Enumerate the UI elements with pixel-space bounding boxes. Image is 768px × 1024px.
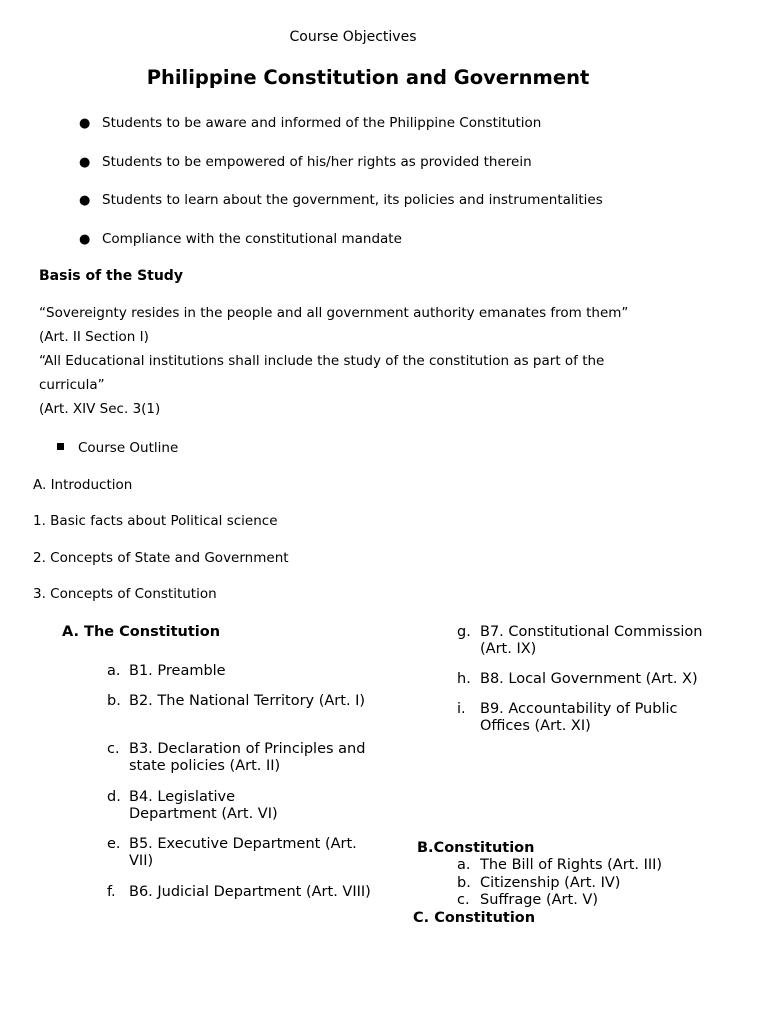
section-b-item: b. Citizenship (Art. IV) (457, 875, 621, 891)
basis-line: “Sovereignty resides in the people and all government authority emanates from them” (39, 305, 629, 321)
section-b-heading: B.Constitution (417, 840, 535, 856)
section-a-item: i. B9. Accountability of Public Offices (Art. XI) (457, 701, 678, 734)
outline-intro-line: 2. Concepts of State and Government (33, 550, 289, 566)
section-a-item: b. B2. The National Territory (Art. I) (107, 693, 366, 709)
section-c-heading: C. Constitution (413, 910, 536, 926)
section-a-item: c. B3. Declaration of Principles and state policies (Art. II) (107, 741, 366, 774)
outline-intro-line: 3. Concepts of Constitution (33, 586, 217, 602)
basis-line: (Art. XIV Sec. 3(1) (39, 401, 161, 417)
section-a-item: e. B5. Executive Department (Art. VII) (107, 836, 357, 869)
square-bullet-icon (57, 443, 64, 450)
outline-intro-line: 1. Basic facts about Political science (33, 513, 278, 529)
section-a-item: g. B7. Constitutional Commission (Art. IX) (457, 624, 703, 657)
basis-line: “All Educational institutions shall include the study of the constitution as part of the (39, 353, 605, 369)
bullet-icon: ● (79, 116, 91, 131)
outline-intro-line: A. Introduction (33, 477, 133, 493)
bullet-icon: ● (79, 155, 91, 170)
bullet-icon: ● (79, 193, 91, 208)
objective-item: ● Students to be aware and informed of the Philippine Constitution (79, 115, 542, 131)
section-b-item: a. The Bill of Rights (Art. III) (457, 857, 663, 873)
basis-line: (Art. II Section I) (39, 329, 149, 345)
section-a-heading: A. The Constitution (62, 624, 221, 640)
basis-heading: Basis of the Study (39, 268, 183, 284)
objective-item: ● Compliance with the constitutional mandate (79, 231, 402, 247)
section-a-item: f. B6. Judicial Department (Art. VIII) (107, 884, 371, 900)
section-a-item: h. B8. Local Government (Art. X) (457, 671, 698, 687)
section-a-item: d. B4. Legislative Department (Art. VI) (107, 789, 278, 822)
bullet-icon: ● (79, 232, 91, 247)
objective-item: ● Students to learn about the government, its policies and instrumentalities (79, 192, 603, 208)
section-a-item: a. B1. Preamble (107, 663, 226, 679)
section-b-item: c. Suffrage (Art. V) (457, 892, 598, 908)
objective-item: ● Students to be empowered of his/her rights as provided therein (79, 154, 532, 170)
course-outline-heading: Course Outline (57, 440, 178, 456)
document-title: Philippine Constitution and Government (146, 66, 590, 89)
basis-line: curricula” (39, 377, 105, 393)
course-objectives-label: Course Objectives (289, 29, 417, 45)
